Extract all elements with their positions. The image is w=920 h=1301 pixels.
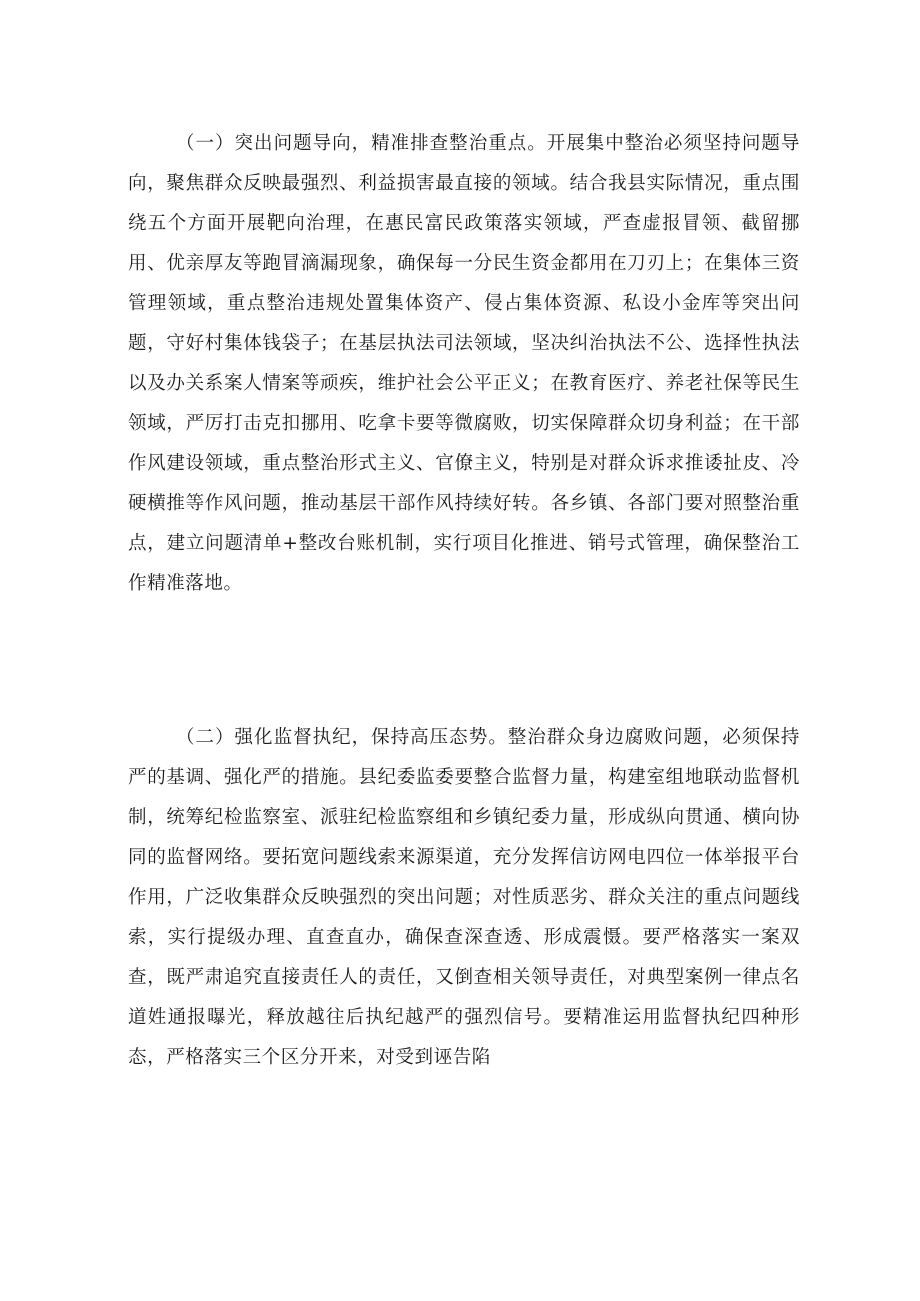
paragraph-supervision-discipline: （二）强化监督执纪，保持高压态势。整治群众身边腐败问题，必须保持严的基调、强化严的措施。县纪委监委要整合监督力量，构建室组地联动监督机制，统筹纪检监察室、派驻纪检监察组和乡镇纪委力量，形成纵向贯通、横向协同的监督网络。要拓宽问题线索来源渠道，充分发挥信访网电四位一体举报平台作用，广泛收集群众反映强烈的突出问题；对性质恶劣、群众关注的重点问题线索，实行提级办理、直查直办，确保查深查透、形成震慑。要严格落实一案双查，既严肃追究直接责任人的责任，又倒查相关领导责任，对典型案例一律点名道姓通报曝光，释放越往后执纪越严的强烈信号。要精准运用监督执纪四种形态，严格落实三个区分开来，对受到诬告陷: [128, 727, 800, 1068]
paragraph-problem-oriented: （一）突出问题导向，精准排查整治重点。开展集中整治必须坚持问题导向，聚焦群众反映最强烈、利益损害最直接的领域。结合我县实际情况，重点围绕五个方面开展靶向治理，在惠民富民政策落实领域，严查虚报冒领、截留挪用、优亲厚友等跑冒滴漏现象，确保每一分民生资金都用在刀刃上；在集体三资管理领域，重点整治违规处置集体资产、侵占集体资源、私设小金库等突出问题，守好村集体钱袋子；在基层执法司法领域，坚决纠治执法不公、选择性执法以及办关系案人情案等顽疾，维护社会公平正义；在教育医疗、养老社保等民生领域，严厉打击克扣挪用、吃拿卡要等微腐败，切实保障群众切身利益；在干部作风建设领域，重点整治形式主义、官僚主义，特别是对群众诉求推诿扯皮、冷硬横推等作风问题，推动基层干部作风持续好转。各乡镇、各部门要对照整治重点，建立问题清单+整改台账机制，实行项目化推进、销号式管理，确保整治工作精准落地。: [128, 133, 800, 594]
